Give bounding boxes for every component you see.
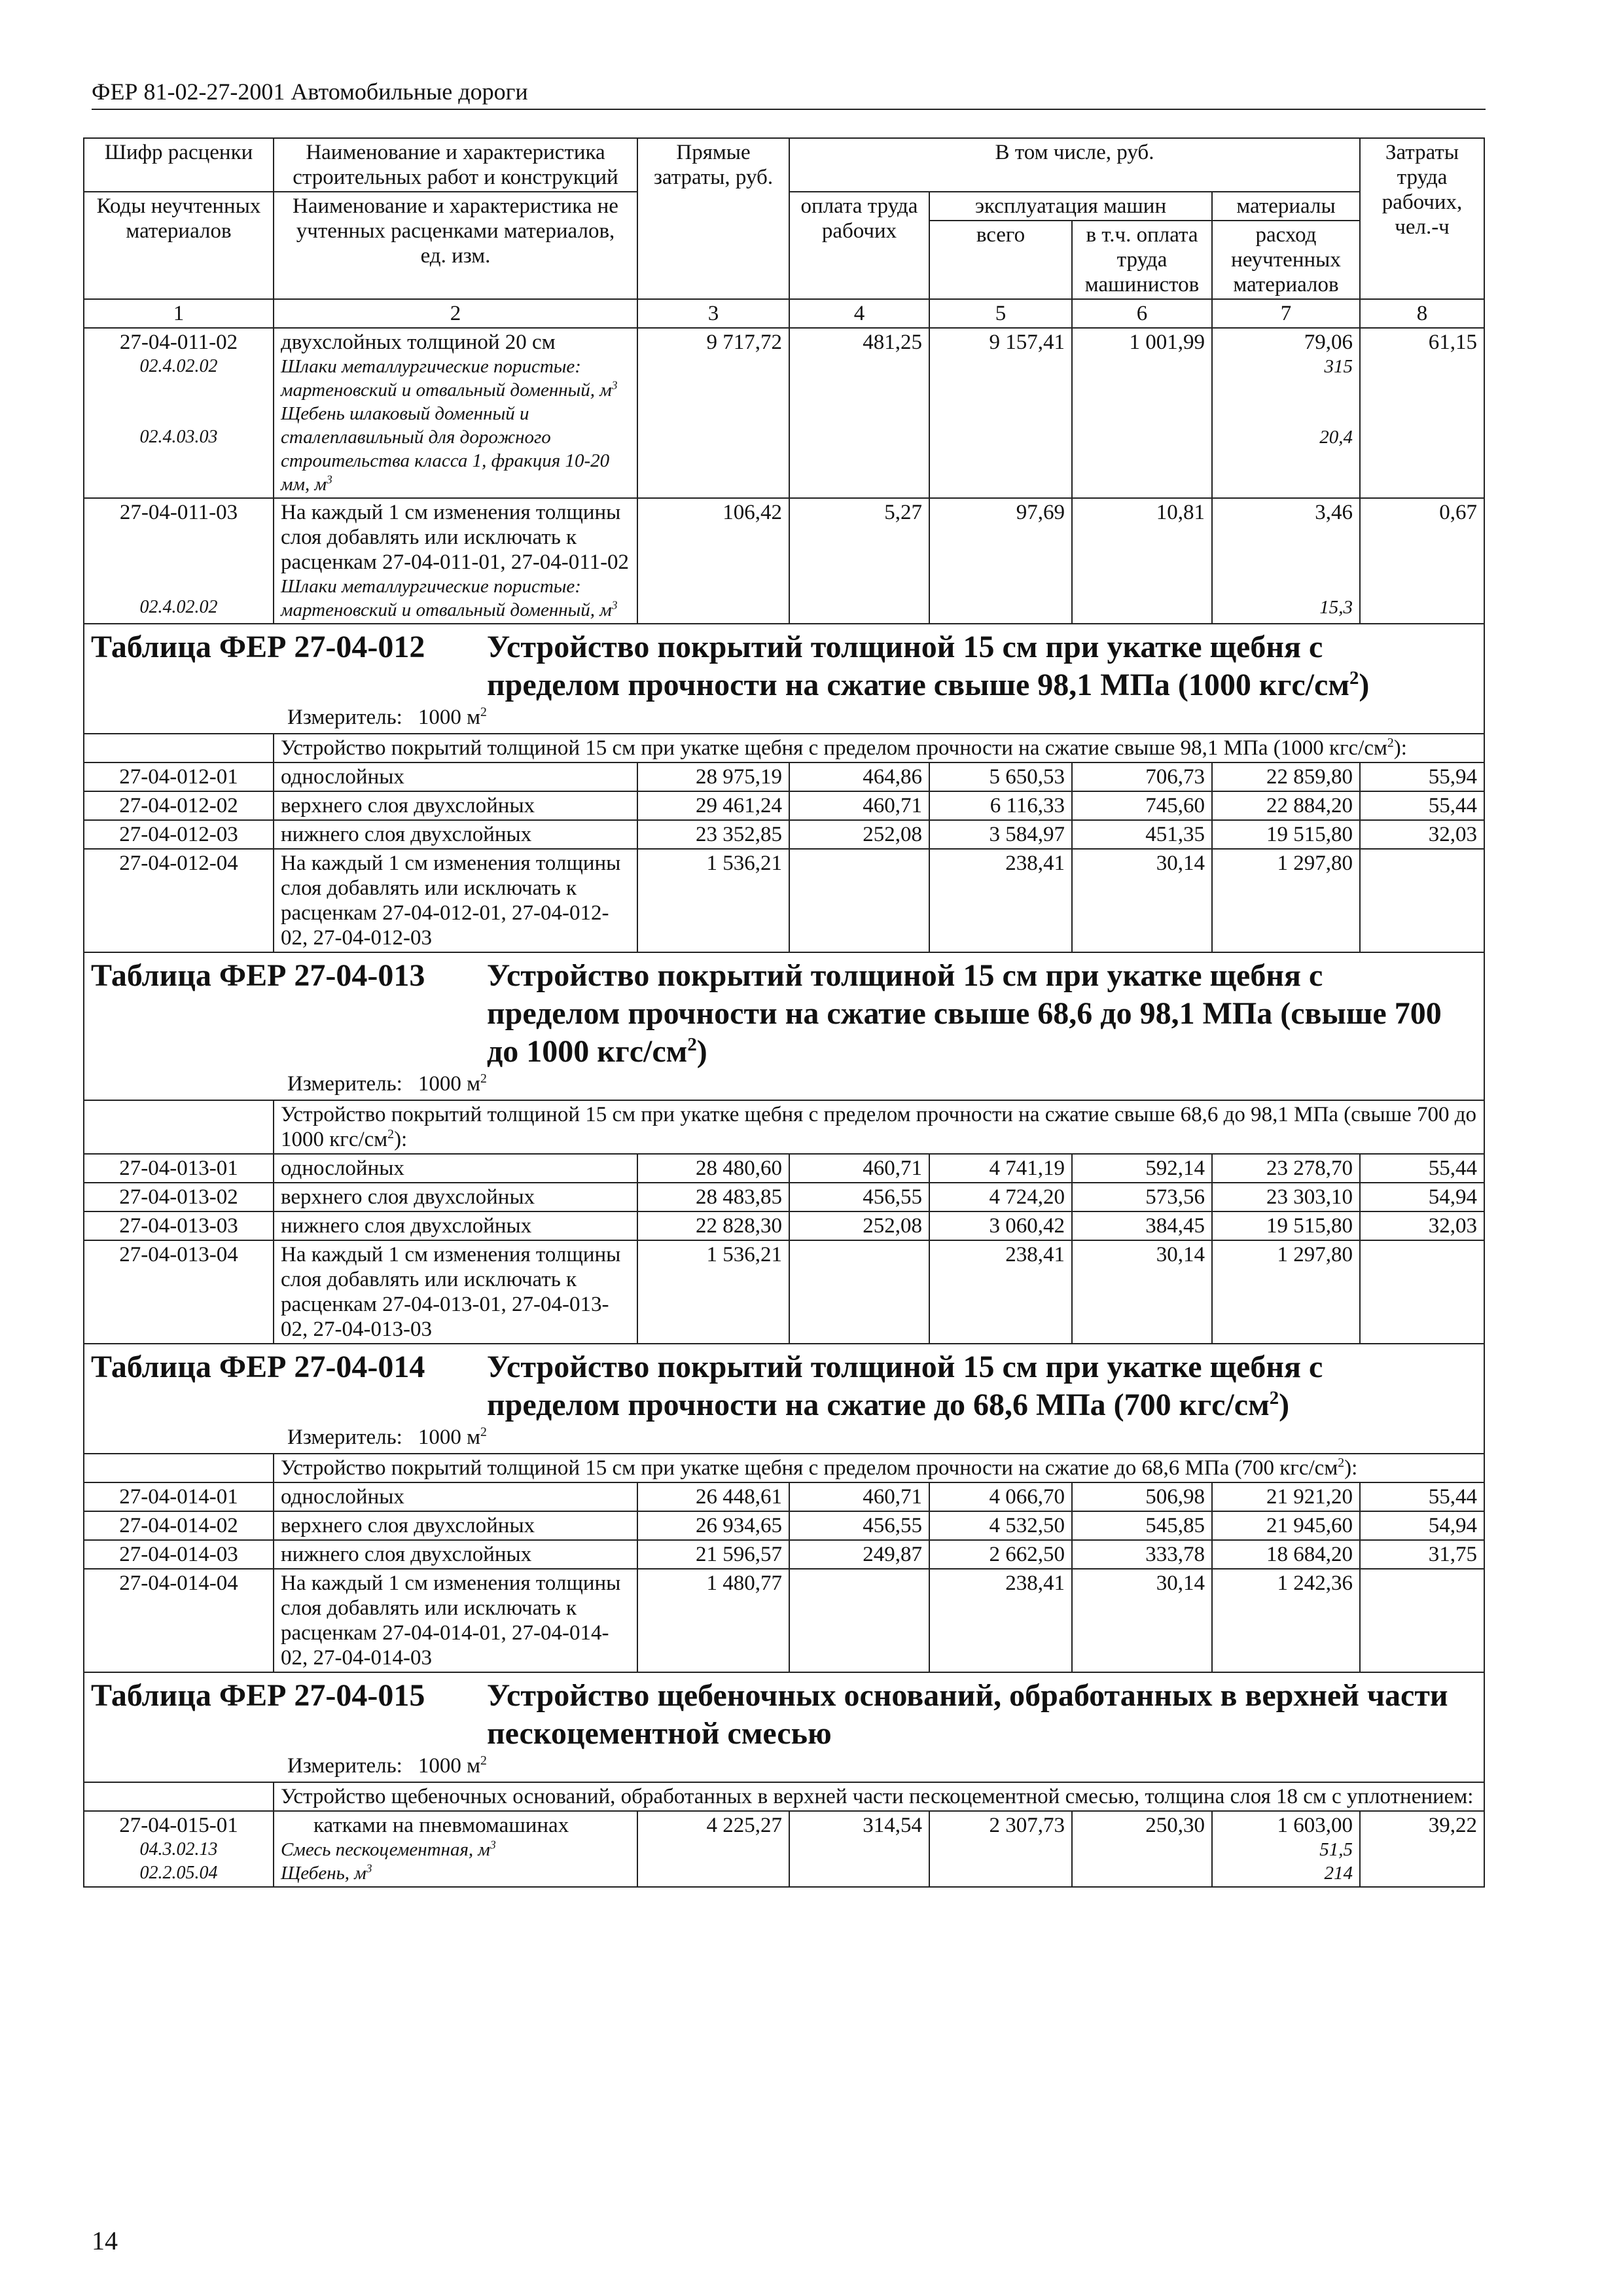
machines-total: 4 741,19 bbox=[929, 1154, 1072, 1183]
header-col2-top: Наименование и характеристика строительных работ и конструкций bbox=[274, 138, 637, 192]
labor-pay: 249,87 bbox=[789, 1540, 929, 1569]
rate-name: нижнего слоя двухслойных bbox=[274, 1211, 637, 1240]
table-desc-row bbox=[84, 1100, 1484, 1154]
rate-code: 27-04-013-02 bbox=[84, 1183, 274, 1211]
rate-name: нижнего слоя двухслойных bbox=[274, 820, 637, 849]
table-row bbox=[84, 1211, 1484, 1240]
labor-pay: 460,71 bbox=[789, 1482, 929, 1511]
machines-total: 4 066,70 bbox=[929, 1482, 1072, 1511]
table-number: Таблица ФЕР 27-04-013 bbox=[91, 958, 425, 993]
machines-total: 2 662,50 bbox=[929, 1540, 1072, 1569]
labor-pay: 456,55 bbox=[789, 1511, 929, 1540]
labor-hours: 32,03 bbox=[1360, 1211, 1484, 1240]
material-qty: 315 bbox=[1324, 356, 1353, 377]
direct-costs: 21 596,57 bbox=[637, 1540, 789, 1569]
table-row bbox=[84, 849, 1484, 952]
direct-costs: 26 448,61 bbox=[637, 1482, 789, 1511]
rate-name: На каждый 1 см изменения толщины слоя добавлять или исключать к расценкам 27-04-011-01, 27-04-011-02 bbox=[281, 501, 630, 574]
labor-hours: 54,94 bbox=[1360, 1183, 1484, 1211]
unit-of-measure: Измеритель: 1000 $м^2$ bbox=[287, 1425, 487, 1449]
rate-name: На каждый 1 см изменения толщины слоя добавлять или исключать к расценкам 27-04-014-01, 27-04-014-02, 27-04-014-03 bbox=[274, 1569, 637, 1672]
rate-name: однослойных bbox=[274, 1154, 637, 1183]
materials-cost: 1 297,80 bbox=[1212, 1240, 1360, 1344]
machines-total: 9 157,41 bbox=[929, 328, 1072, 498]
material-code: 02.4.03.03 bbox=[139, 427, 218, 447]
rate-code: 27-04-013-03 bbox=[84, 1211, 274, 1240]
machines-pay: 1 001,99 bbox=[1072, 328, 1212, 498]
direct-costs: 28 483,85 bbox=[637, 1183, 789, 1211]
header-materials: материалы bbox=[1212, 192, 1360, 221]
machines-pay: 706,73 bbox=[1072, 762, 1212, 791]
direct-costs: 28 975,19 bbox=[637, 762, 789, 791]
header-col1-top: Шифр расценки bbox=[84, 138, 274, 192]
table-name: Устройство покрытий толщиной 15 см при укатке щебня с пределом прочности на сжатие до 68,6 МПа (700 кгс/$см^2$) bbox=[487, 1350, 1323, 1422]
material-name: Щебень, $м^3$ bbox=[281, 1861, 372, 1884]
material-code: 04.3.02.13 bbox=[139, 1839, 218, 1859]
materials-cost: 3,46 bbox=[1315, 501, 1353, 524]
unit-of-measure: Измеритель: 1000 $м^2$ bbox=[287, 1071, 487, 1096]
machines-pay: 30,14 bbox=[1072, 849, 1212, 952]
rate-name: катками на пневмомашинах bbox=[313, 1814, 569, 1837]
machines-total: 3 584,97 bbox=[929, 820, 1072, 849]
rate-name: нижнего слоя двухслойных bbox=[274, 1540, 637, 1569]
machines-pay: 30,14 bbox=[1072, 1240, 1212, 1344]
material-name: Шлаки металлургические пористые: мартеновский и отвальный доменный, $м^3$ bbox=[281, 576, 618, 620]
machines-pay: 30,14 bbox=[1072, 1569, 1212, 1672]
machines-pay: 573,56 bbox=[1072, 1183, 1212, 1211]
table-desc-row bbox=[84, 734, 1484, 762]
labor-hours: 39,22 bbox=[1360, 1811, 1484, 1887]
material-qty: 214 bbox=[1324, 1863, 1353, 1884]
machines-pay: 451,35 bbox=[1072, 820, 1212, 849]
col-number: 8 bbox=[1360, 299, 1484, 328]
machines-total: 6 116,33 bbox=[929, 791, 1072, 820]
running-header bbox=[92, 77, 1486, 110]
table-title-row bbox=[84, 624, 1484, 734]
material-name: Щебень шлаковый доменный и сталеплавильный для дорожного строительства класса 1, фракция 10-20 мм, $м^3$ bbox=[281, 403, 610, 495]
materials-cost: 1 603,00 bbox=[1277, 1814, 1353, 1837]
unit-of-measure: Измеритель: 1000 $м^2$ bbox=[287, 705, 487, 729]
direct-costs: 1 536,21 bbox=[637, 849, 789, 952]
rate-code: 27-04-012-03 bbox=[84, 820, 274, 849]
header-title: ФЕР 81-02-27-2001 Автомобильные дороги bbox=[92, 79, 528, 105]
material-code: 02.4.02.02 bbox=[139, 356, 218, 376]
labor-pay: 252,08 bbox=[789, 820, 929, 849]
direct-costs: 29 461,24 bbox=[637, 791, 789, 820]
machines-total: 4 532,50 bbox=[929, 1511, 1072, 1540]
table-row bbox=[84, 762, 1484, 791]
rate-name: двухслойных толщиной 20 см bbox=[281, 331, 556, 354]
materials-cost: 22 884,20 bbox=[1212, 791, 1360, 820]
table-number: Таблица ФЕР 27-04-015 bbox=[91, 1678, 425, 1713]
labor-hours: 31,75 bbox=[1360, 1540, 1484, 1569]
header-machines-total: всего bbox=[929, 221, 1072, 299]
table-row bbox=[84, 1540, 1484, 1569]
labor-pay: 314,54 bbox=[789, 1811, 929, 1887]
labor-hours: 0,67 bbox=[1360, 498, 1484, 624]
labor-hours: 55,94 bbox=[1360, 762, 1484, 791]
machines-total: 238,41 bbox=[929, 1569, 1072, 1672]
rate-code: 27-04-014-04 bbox=[84, 1569, 274, 1672]
table-row bbox=[84, 1511, 1484, 1540]
col-number: 6 bbox=[1072, 299, 1212, 328]
direct-costs: 1 536,21 bbox=[637, 1240, 789, 1344]
rate-code: 27-04-013-04 bbox=[84, 1240, 274, 1344]
rate-code: 27-04-011-03 bbox=[119, 501, 238, 524]
material-name: Шлаки металлургические пористые: мартеновский и отвальный доменный, $м^3$ bbox=[281, 356, 618, 401]
table-name: Устройство покрытий толщиной 15 см при укатке щебня с пределом прочности на сжатие свыше 98,1 МПа (1000 кгс/$см^2$) bbox=[487, 630, 1370, 702]
materials-cost: 23 278,70 bbox=[1212, 1154, 1360, 1183]
labor-hours: 55,44 bbox=[1360, 1482, 1484, 1511]
col-number: 5 bbox=[929, 299, 1072, 328]
labor-hours: 61,15 bbox=[1360, 328, 1484, 498]
direct-costs: 106,42 bbox=[637, 498, 789, 624]
machines-total: 2 307,73 bbox=[929, 1811, 1072, 1887]
work-description: Устройство покрытий толщиной 15 см при укатке щебня с пределом прочности на сжатие свыше 68,6 до 98,1 МПа (свыше 700 до 1000 кгс/$см^2$): bbox=[274, 1100, 1484, 1154]
rate-code: 27-04-014-01 bbox=[84, 1482, 274, 1511]
labor-hours: 55,44 bbox=[1360, 1154, 1484, 1183]
header-machines: эксплуатация машин bbox=[929, 192, 1212, 221]
material-qty: 20,4 bbox=[1319, 427, 1353, 448]
materials-cost: 21 921,20 bbox=[1212, 1482, 1360, 1511]
rate-name: На каждый 1 см изменения толщины слоя добавлять или исключать к расценкам 27-04-013-01, 27-04-013-02, 27-04-013-03 bbox=[274, 1240, 637, 1344]
rate-code: 27-04-013-01 bbox=[84, 1154, 274, 1183]
material-name: Смесь пескоцементная, $м^3$ bbox=[281, 1838, 496, 1860]
table-header-row-1 bbox=[84, 138, 1484, 192]
materials-cost: 19 515,80 bbox=[1212, 820, 1360, 849]
rate-code: 27-04-012-02 bbox=[84, 791, 274, 820]
table-row bbox=[84, 1482, 1484, 1511]
materials-cost: 19 515,80 bbox=[1212, 1211, 1360, 1240]
table-row bbox=[84, 1183, 1484, 1211]
machines-total: 5 650,53 bbox=[929, 762, 1072, 791]
machines-pay: 250,30 bbox=[1072, 1811, 1212, 1887]
rate-code: 27-04-014-02 bbox=[84, 1511, 274, 1540]
table-row bbox=[84, 1569, 1484, 1672]
machines-total: 238,41 bbox=[929, 1240, 1072, 1344]
material-code: 02.2.05.04 bbox=[139, 1863, 218, 1883]
header-labor-cost: Затраты труда рабочих, чел.-ч bbox=[1360, 138, 1484, 299]
col-number: 4 bbox=[789, 299, 929, 328]
machines-pay: 10,81 bbox=[1072, 498, 1212, 624]
materials-cost: 21 945,60 bbox=[1212, 1511, 1360, 1540]
table-row bbox=[84, 498, 1484, 624]
materials-cost: 22 859,80 bbox=[1212, 762, 1360, 791]
header-col1-bottom: Коды неучтенных материалов bbox=[84, 192, 274, 299]
machines-total: 238,41 bbox=[929, 849, 1072, 952]
labor-pay: 460,71 bbox=[789, 1154, 929, 1183]
direct-costs: 4 225,27 bbox=[637, 1811, 789, 1887]
materials-cost: 18 684,20 bbox=[1212, 1540, 1360, 1569]
rate-code: 27-04-012-01 bbox=[84, 762, 274, 791]
materials-cost: 79,06 bbox=[1304, 331, 1353, 354]
machines-total: 4 724,20 bbox=[929, 1183, 1072, 1211]
machines-pay: 592,14 bbox=[1072, 1154, 1212, 1183]
col-number: 2 bbox=[274, 299, 637, 328]
header-labor-pay: оплата труда рабочих bbox=[789, 192, 929, 299]
col-number: 3 bbox=[637, 299, 789, 328]
labor-pay: 252,08 bbox=[789, 1211, 929, 1240]
direct-costs: 28 480,60 bbox=[637, 1154, 789, 1183]
rate-name: однослойных bbox=[274, 1482, 637, 1511]
table-name: Устройство покрытий толщиной 15 см при укатке щебня с пределом прочности на сжатие свыше 68,6 до 98,1 МПа (свыше 700 до 1000 кгс/$см^2$) bbox=[487, 958, 1442, 1069]
material-qty: 15,3 bbox=[1319, 597, 1353, 618]
direct-costs: 9 717,72 bbox=[637, 328, 789, 498]
table-number: Таблица ФЕР 27-04-012 bbox=[91, 630, 425, 664]
direct-costs: 22 828,30 bbox=[637, 1211, 789, 1240]
table-desc-row bbox=[84, 1454, 1484, 1482]
rate-code: 27-04-015-01 bbox=[119, 1814, 238, 1837]
direct-costs: 1 480,77 bbox=[637, 1569, 789, 1672]
rate-code: 27-04-011-02 bbox=[119, 331, 238, 354]
rate-code: 27-04-014-03 bbox=[84, 1540, 274, 1569]
machines-pay: 545,85 bbox=[1072, 1511, 1212, 1540]
materials-cost: 23 303,10 bbox=[1212, 1183, 1360, 1211]
header-materials-sub: расход неучтенных материалов bbox=[1212, 221, 1360, 299]
col-number: 7 bbox=[1212, 299, 1360, 328]
materials-cost: 1 297,80 bbox=[1212, 849, 1360, 952]
rates-table bbox=[83, 137, 1485, 1888]
labor-pay: 460,71 bbox=[789, 791, 929, 820]
machines-pay: 745,60 bbox=[1072, 791, 1212, 820]
material-code: 02.4.02.02 bbox=[139, 597, 218, 617]
machines-total: 3 060,42 bbox=[929, 1211, 1072, 1240]
header-direct-costs: Прямые затраты, руб. bbox=[637, 138, 789, 299]
table-title-row bbox=[84, 1672, 1484, 1782]
labor-hours: 55,44 bbox=[1360, 791, 1484, 820]
table-row bbox=[84, 328, 1484, 498]
table-row bbox=[84, 1811, 1484, 1887]
work-description: Устройство покрытий толщиной 15 см при укатке щебня с пределом прочности на сжатие свыше 98,1 МПа (1000 кгс/$см^2$): bbox=[274, 734, 1484, 762]
machines-pay: 333,78 bbox=[1072, 1540, 1212, 1569]
material-qty: 51,5 bbox=[1319, 1839, 1353, 1860]
rate-code: 27-04-012-04 bbox=[84, 849, 274, 952]
table-row bbox=[84, 1154, 1484, 1183]
work-description: Устройство щебеночных оснований, обработанных в верхней части пескоцементной смесью, толщина слоя 18 см с уплотнением: bbox=[274, 1782, 1484, 1811]
header-col2-bottom: Наименование и характеристика не учтенных расценками материалов, ед. изм. bbox=[274, 192, 637, 299]
unit-of-measure: Измеритель: 1000 $м^2$ bbox=[287, 1753, 487, 1778]
page-number: 14 bbox=[92, 2226, 118, 2255]
table-title-row bbox=[84, 952, 1484, 1100]
header-machines-pay: в т.ч. оплата труда машинистов bbox=[1072, 221, 1212, 299]
machines-pay: 384,45 bbox=[1072, 1211, 1212, 1240]
header-including: В том числе, руб. bbox=[789, 138, 1360, 192]
rates-table-container bbox=[83, 137, 1484, 1888]
rate-name: верхнего слоя двухслойных bbox=[274, 1183, 637, 1211]
labor-pay: 5,27 bbox=[789, 498, 929, 624]
table-title-row bbox=[84, 1344, 1484, 1454]
rate-name: верхнего слоя двухслойных bbox=[274, 1511, 637, 1540]
machines-pay: 506,98 bbox=[1072, 1482, 1212, 1511]
table-row bbox=[84, 1240, 1484, 1344]
table-name: Устройство щебеночных оснований, обработанных в верхней части пескоцементной смесью bbox=[487, 1678, 1448, 1751]
labor-pay: 481,25 bbox=[789, 328, 929, 498]
table-row bbox=[84, 791, 1484, 820]
direct-costs: 23 352,85 bbox=[637, 820, 789, 849]
labor-pay: 456,55 bbox=[789, 1183, 929, 1211]
rate-name: На каждый 1 см изменения толщины слоя добавлять или исключать к расценкам 27-04-012-01, 27-04-012-02, 27-04-012-03 bbox=[274, 849, 637, 952]
materials-cost: 1 242,36 bbox=[1212, 1569, 1360, 1672]
col-number: 1 bbox=[84, 299, 274, 328]
work-description: Устройство покрытий толщиной 15 см при укатке щебня с пределом прочности на сжатие до 68,6 МПа (700 кгс/$см^2$): bbox=[274, 1454, 1484, 1482]
machines-total: 97,69 bbox=[929, 498, 1072, 624]
rate-name: однослойных bbox=[274, 762, 637, 791]
labor-pay: 464,86 bbox=[789, 762, 929, 791]
labor-hours: 32,03 bbox=[1360, 820, 1484, 849]
labor-hours: 54,94 bbox=[1360, 1511, 1484, 1540]
column-numbers-row bbox=[84, 299, 1484, 328]
table-row bbox=[84, 820, 1484, 849]
table-number: Таблица ФЕР 27-04-014 bbox=[91, 1350, 425, 1384]
rate-name: верхнего слоя двухслойных bbox=[274, 791, 637, 820]
table-desc-row bbox=[84, 1782, 1484, 1811]
direct-costs: 26 934,65 bbox=[637, 1511, 789, 1540]
